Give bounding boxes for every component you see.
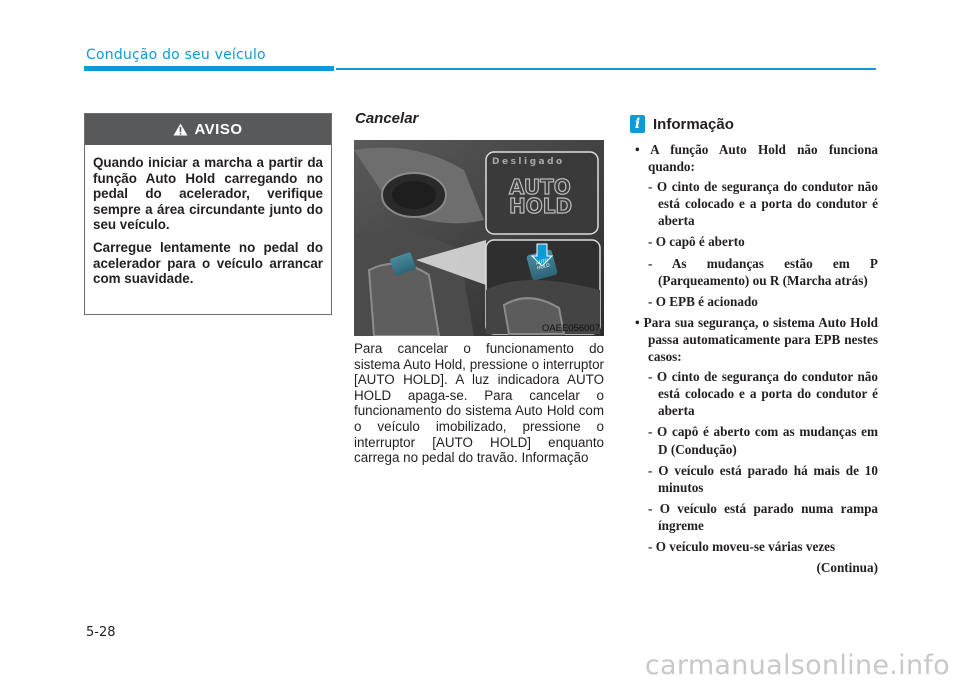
warning-header: [85, 114, 331, 145]
warning-triangle-icon: [173, 123, 188, 136]
info-sub-item: - O veículo está parado há mais de 10 minutos: [648, 462, 878, 495]
indicator-line-hold: HOLD: [509, 194, 573, 218]
figure-code: OAEE056007: [541, 323, 600, 334]
warning-paragraph: Carregue lentamente no pedal do acelerador para o veículo arrancar com suavidade.: [93, 239, 323, 287]
auto-hold-figure: [354, 140, 604, 336]
cancel-title: Cancelar: [355, 110, 419, 127]
page-number: 5-28: [86, 625, 116, 640]
info-sub-item: - As mudanças estão em P (Parqueamento) ou R (Marcha atrás): [648, 255, 878, 288]
info-icon: i: [630, 115, 645, 133]
info-sub-item: - O veículo está parado numa rampa íngreme: [648, 500, 878, 533]
indicator-status-label: Desligado: [492, 157, 565, 167]
info-sub-item: - O capô é aberto: [648, 234, 745, 250]
info-sub-item: - O cinto de segurança do condutor não está colocado e a porta do condutor é aberta: [648, 369, 878, 419]
info-bullet: • A função Auto Hold não funciona quando:: [635, 142, 878, 175]
info-sub-item: - O cinto de segurança do condutor não está colocado e a porta do condutor é aberta: [648, 179, 878, 229]
info-title: Informação: [653, 115, 734, 133]
console-illustration: [354, 140, 604, 336]
cancel-body-text: Para cancelar o funcionamento do sistema Auto Hold, pressione o interruptor [AUTO HOLD]. A luz indicadora AUTO HOLD apaga-se. Para cancelar o funcionamento do sistema Auto Hold com o veículo imobilizado, pressione o interruptor [AUTO HOLD] enquanto carrega no pedal do travão. Informação: [354, 341, 604, 466]
info-header: [630, 115, 734, 133]
auto-hold-button-label: AUTO HOLD: [535, 258, 551, 272]
warning-title: AVISO: [194, 121, 243, 138]
warning-body: [85, 145, 331, 287]
warning-box: [84, 113, 332, 315]
continued-label: (Continua): [816, 560, 878, 576]
info-list: [630, 141, 878, 576]
warning-paragraph: Quando iniciar a marcha a partir da função Auto Hold carregando no pedal do acelerador, verifique sempre a área circundante junto do seu veículo.: [93, 155, 323, 233]
info-sub-item: - O EPB é acionado: [648, 293, 758, 309]
header-rule-thin: [336, 68, 876, 70]
auto-hold-indicator: [509, 175, 573, 218]
header-rule-thick: [84, 66, 334, 71]
section-title: Condução do seu veículo: [86, 47, 266, 63]
watermark: carmanualsonline.info: [644, 650, 950, 681]
info-sub-item: - O veículo moveu-se várias vezes: [648, 538, 836, 554]
indicator-line-auto: AUTO: [509, 175, 571, 199]
info-sub-item: - O capô é aberto com as mudanças em D (Condução): [648, 424, 878, 457]
info-bullet: • Para sua segurança, o sistema Auto Hold passa automaticamente para EPB nestes casos:: [635, 314, 878, 365]
